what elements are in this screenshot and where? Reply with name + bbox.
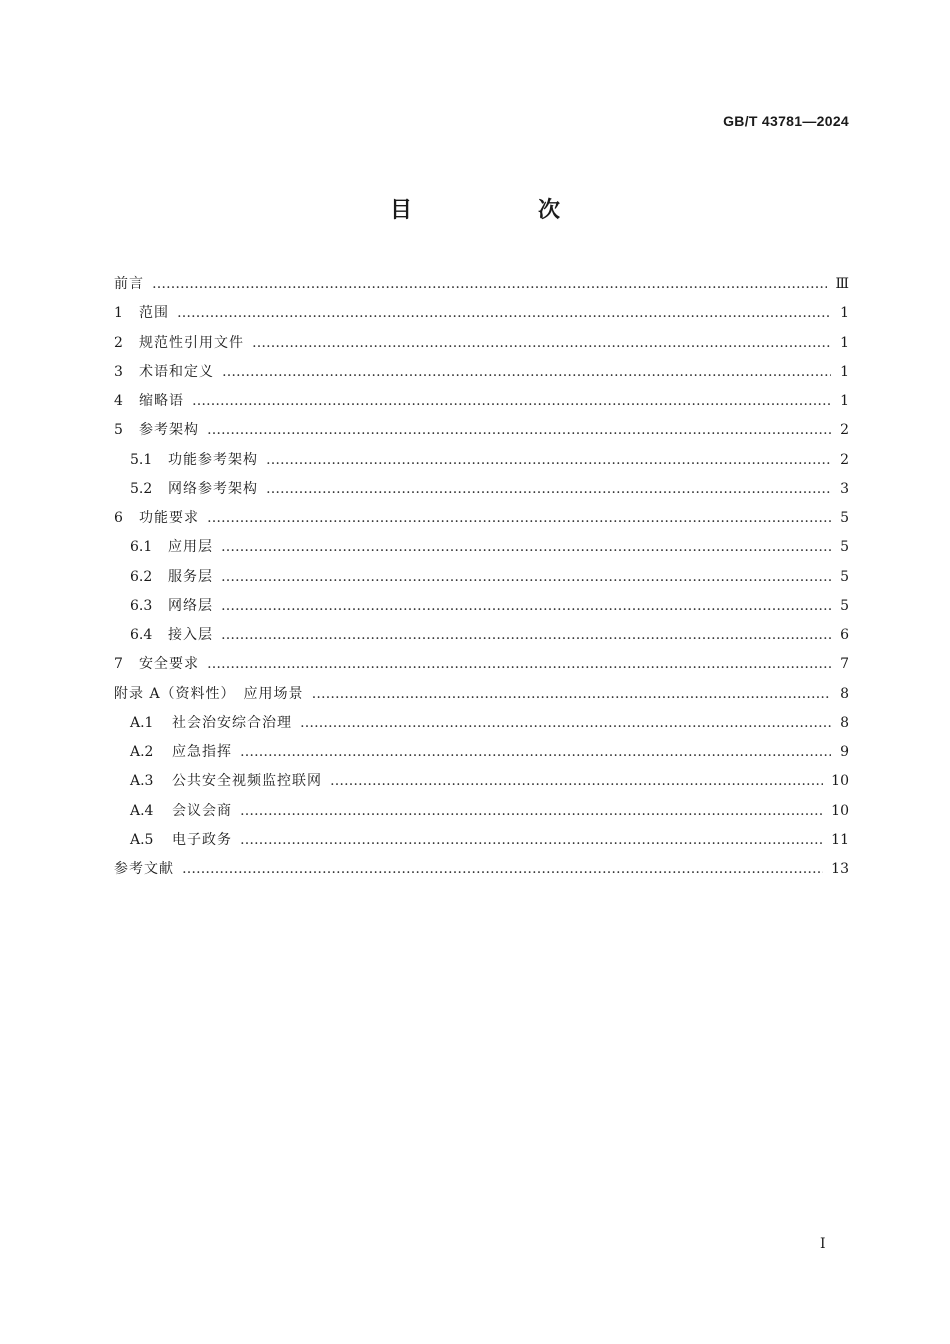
toc-entry-number: 3: [114, 363, 123, 380]
toc-entry[interactable]: [114, 621, 849, 650]
toc-entry[interactable]: [114, 446, 849, 475]
toc-entry-title: 网络参考架构: [168, 480, 258, 497]
toc-entry-page: 7: [840, 656, 849, 673]
toc-entry-number: 5.2: [130, 480, 153, 497]
toc-entry[interactable]: [114, 826, 849, 855]
toc-entry-title: 接入层: [168, 627, 213, 643]
toc-entry-title: 参考架构: [139, 422, 199, 439]
toc-entry-title: 术语和定义: [139, 363, 214, 380]
toc-entry-page: 5: [840, 539, 849, 556]
toc-entry-number: 5.1: [130, 451, 153, 468]
toc-entry[interactable]: [114, 533, 849, 562]
page-number: I: [820, 1236, 826, 1252]
toc-entry[interactable]: [114, 475, 849, 504]
toc-entry[interactable]: [114, 299, 849, 328]
toc-entry-number: 1: [114, 305, 123, 322]
toc-entry[interactable]: [114, 416, 849, 445]
toc-leader-dots: [182, 855, 823, 884]
toc-leader-dots: [330, 767, 823, 796]
toc-entry-title: 安全要求: [139, 656, 199, 673]
toc-leader-dots: [240, 797, 823, 826]
toc-entry-title: 前言: [114, 276, 144, 292]
toc-entry-page: 5: [840, 597, 849, 614]
toc-leader-dots: [192, 387, 831, 416]
toc-leader-dots: [266, 475, 831, 504]
toc-entry-title: 参考文献: [114, 861, 174, 877]
toc-entry-page: 9: [840, 744, 849, 760]
toc-entry-title: 缩略语: [139, 393, 184, 409]
toc-entry[interactable]: [114, 767, 849, 796]
toc-entry-number: 7: [114, 656, 123, 673]
toc-entry[interactable]: [114, 738, 849, 767]
toc-entry[interactable]: [114, 709, 849, 738]
toc-entry-page: 1: [840, 363, 849, 380]
toc-entry[interactable]: [114, 563, 849, 592]
toc-entry-title: 功能要求: [139, 510, 199, 526]
toc-entry-page: 6: [840, 627, 849, 643]
document-code: GB/T 43781—2024: [723, 113, 849, 129]
toc-entry-page: 2: [840, 451, 849, 468]
toc-entry-title: 社会治安综合治理: [172, 714, 292, 731]
toc-leader-dots: [312, 680, 831, 709]
toc-leader-dots: [207, 504, 831, 533]
toc-entry-page: Ⅲ: [835, 276, 849, 292]
toc-entry-title: 功能参考架构: [168, 451, 258, 468]
toc-entry-title: 范围: [139, 305, 169, 322]
toc-leader-dots: [266, 446, 831, 475]
toc-leader-dots: [221, 533, 831, 562]
toc-entry-page: 1: [840, 393, 849, 409]
toc-entry-title: 服务层: [168, 568, 213, 585]
toc-leader-dots: [221, 563, 831, 592]
toc-entry[interactable]: [114, 504, 849, 533]
toc-entry-number: 6.2: [130, 568, 153, 585]
toc-leader-dots: [207, 650, 831, 679]
toc-entry[interactable]: [114, 329, 849, 358]
toc-entry-title: 应急指挥: [172, 744, 232, 760]
toc-entry-title: 公共安全视频监控联网: [172, 773, 322, 790]
toc-entry[interactable]: [114, 358, 849, 387]
toc-entry[interactable]: [114, 592, 849, 621]
toc-entry-number: 5: [114, 422, 123, 439]
toc-entry-number: 4: [114, 393, 123, 409]
toc-entry-page: 13: [831, 861, 849, 877]
toc-leader-dots: [240, 738, 831, 767]
toc-leader-dots: [240, 826, 823, 855]
toc-entry-number: A.1: [130, 714, 154, 731]
toc-leader-dots: [177, 299, 831, 328]
toc-leader-dots: [207, 416, 831, 445]
toc-entry-number: A.2: [130, 744, 154, 760]
toc-entry-number: 6.1: [130, 539, 153, 556]
toc-entry[interactable]: [114, 797, 849, 826]
toc-entry-page: 11: [831, 831, 849, 848]
toc-leader-dots: [252, 329, 831, 358]
toc-entry-title: 附录 A（资料性） 应用场景: [114, 685, 304, 702]
toc-entry-title: 电子政务: [172, 831, 232, 848]
toc-entry[interactable]: [114, 650, 849, 679]
toc-entry-title: 应用层: [168, 539, 213, 556]
toc-leader-dots: [221, 621, 831, 650]
toc-entry[interactable]: [114, 680, 849, 709]
toc-entry[interactable]: [114, 270, 849, 299]
toc-entry-number: 6: [114, 510, 123, 526]
toc-entry-number: 6.3: [130, 597, 153, 614]
toc-leader-dots: [152, 270, 827, 299]
table-of-contents: [114, 270, 849, 884]
toc-entry-page: 5: [840, 568, 849, 585]
toc-entry-number: A.5: [130, 831, 154, 848]
toc-entry-page: 8: [840, 685, 849, 702]
toc-entry-number: A.3: [130, 773, 154, 790]
toc-entry-title: 网络层: [168, 597, 213, 614]
toc-entry-title: 会议会商: [172, 802, 232, 819]
toc-entry-page: 1: [840, 334, 849, 351]
toc-entry-number: A.4: [130, 802, 154, 819]
toc-entry[interactable]: [114, 387, 849, 416]
toc-entry-number: 6.4: [130, 627, 153, 643]
toc-leader-dots: [222, 358, 831, 387]
toc-entry-page: 3: [840, 480, 849, 497]
toc-entry-title: 规范性引用文件: [139, 334, 244, 351]
toc-entry[interactable]: [114, 855, 849, 884]
toc-entry-page: 10: [831, 773, 849, 790]
toc-entry-page: 1: [840, 305, 849, 322]
toc-leader-dots: [221, 592, 831, 621]
toc-entry-page: 10: [831, 802, 849, 819]
toc-entry-page: 8: [840, 714, 849, 731]
toc-leader-dots: [300, 709, 831, 738]
toc-entry-page: 2: [840, 422, 849, 439]
page-title: 目 次: [389, 198, 612, 223]
toc-entry-number: 2: [114, 334, 123, 351]
toc-entry-page: 5: [840, 510, 849, 526]
